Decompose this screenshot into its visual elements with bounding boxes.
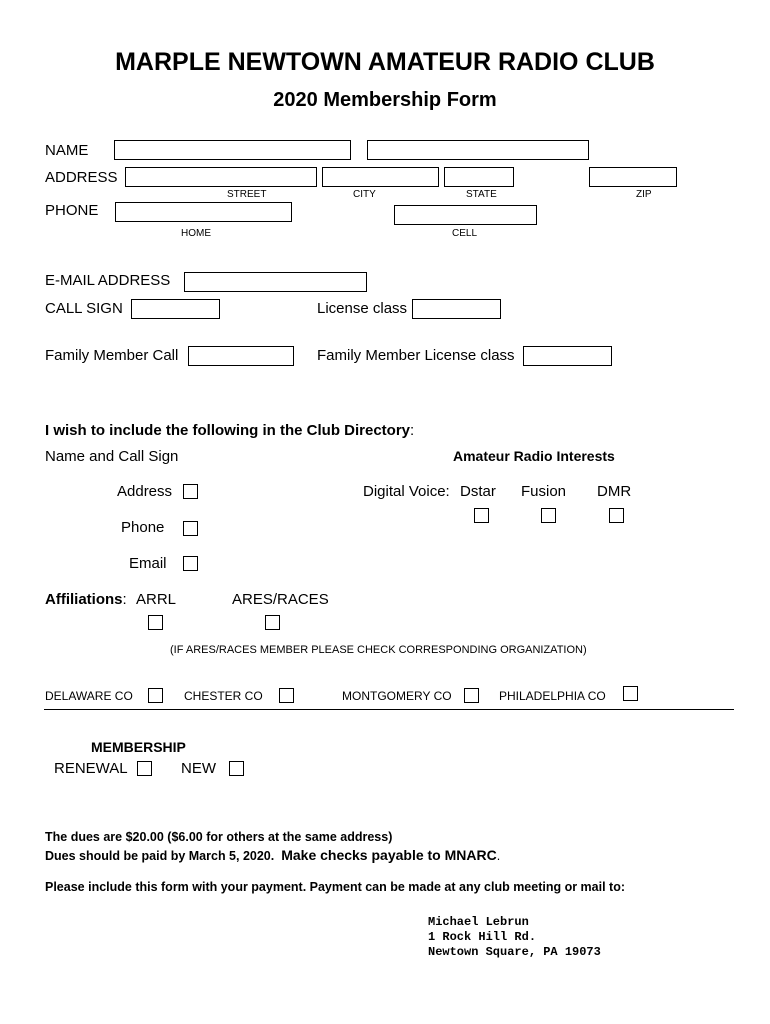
- zip-caption: ZIP: [636, 189, 652, 200]
- email-label: E-MAIL ADDRESS: [45, 272, 171, 289]
- ares-label: ARES/RACES: [232, 591, 329, 608]
- philadelphia-label: PHILADELPHIA CO: [499, 689, 606, 703]
- state-caption: STATE: [466, 189, 497, 200]
- delaware-checkbox[interactable]: [148, 688, 163, 703]
- montgomery-checkbox[interactable]: [464, 688, 479, 703]
- renewal-checkbox[interactable]: [137, 761, 152, 776]
- home-phone-field[interactable]: [115, 202, 292, 222]
- ares-checkbox[interactable]: [265, 615, 280, 630]
- dmr-label: DMR: [597, 483, 632, 500]
- street-caption: STREET: [227, 189, 267, 200]
- call-sign-label: CALL SIGN: [45, 300, 123, 317]
- family-call-label: Family Member Call: [45, 347, 179, 364]
- cell-caption: CELL: [452, 228, 478, 239]
- first-name-field[interactable]: [114, 140, 351, 160]
- mail-to-city: Newtown Square, PA 19073: [428, 945, 601, 959]
- ares-note: (IF ARES/RACES MEMBER PLEASE CHECK CORRESPONDING ORGANIZATION): [170, 644, 587, 656]
- city-caption: CITY: [353, 189, 376, 200]
- directory-email-checkbox[interactable]: [183, 556, 198, 571]
- montgomery-label: MONTGOMERY CO: [342, 689, 452, 703]
- address-label: ADDRESS: [45, 169, 118, 186]
- email-field[interactable]: [184, 272, 367, 292]
- zip-field[interactable]: [589, 167, 677, 187]
- name-call-sign-text: Name and Call Sign: [45, 448, 179, 465]
- directory-heading: I wish to include the following in the Club Directory:: [45, 422, 415, 439]
- call-sign-field[interactable]: [131, 299, 220, 319]
- delaware-label: DELAWARE CO: [45, 689, 133, 703]
- family-license-label: Family Member License class: [317, 347, 515, 364]
- family-call-field[interactable]: [188, 346, 294, 366]
- street-field[interactable]: [125, 167, 317, 187]
- dues-line-3: Please include this form with your payment. Payment can be made at any club meeting or mail to:: [45, 880, 626, 894]
- mail-to-address: [428, 915, 601, 960]
- name-label: NAME: [45, 142, 89, 159]
- membership-heading: MEMBERSHIP: [91, 739, 186, 755]
- philadelphia-checkbox[interactable]: [623, 686, 638, 701]
- arrl-label: ARRL: [136, 591, 177, 608]
- family-license-field[interactable]: [523, 346, 612, 366]
- dues-line-2: Dues should be paid by March 5, 2020. Make checks payable to MNARC.: [45, 847, 501, 863]
- arrl-checkbox[interactable]: [148, 615, 163, 630]
- digital-voice-label: Digital Voice:: [363, 483, 450, 500]
- mail-to-street: 1 Rock Hill Rd.: [428, 930, 537, 944]
- fusion-label: Fusion: [521, 483, 567, 500]
- dues-line-1: The dues are $20.00 ($6.00 for others at the same address): [45, 830, 393, 844]
- chester-label: CHESTER CO: [184, 689, 263, 703]
- form-subtitle: 2020 Membership Form: [273, 89, 497, 111]
- directory-address-checkbox[interactable]: [183, 484, 198, 499]
- home-caption: HOME: [181, 228, 211, 239]
- interests-heading: Amateur Radio Interests: [453, 448, 615, 464]
- directory-phone-label: Phone: [121, 519, 165, 536]
- directory-email-label: Email: [129, 555, 167, 572]
- affiliations-label: Affiliations:: [45, 591, 127, 608]
- license-class-field[interactable]: [412, 299, 501, 319]
- form-title: MARPLE NEWTOWN AMATEUR RADIO CLUB: [115, 48, 655, 76]
- mail-to-name: Michael Lebrun: [428, 915, 529, 929]
- new-checkbox[interactable]: [229, 761, 244, 776]
- chester-checkbox[interactable]: [279, 688, 294, 703]
- cell-phone-field[interactable]: [394, 205, 537, 225]
- renewal-label: RENEWAL: [54, 760, 128, 777]
- new-label: NEW: [181, 760, 216, 777]
- divider-line: [44, 709, 734, 710]
- fusion-checkbox[interactable]: [541, 508, 556, 523]
- city-field[interactable]: [322, 167, 439, 187]
- dstar-checkbox[interactable]: [474, 508, 489, 523]
- last-name-field[interactable]: [367, 140, 589, 160]
- state-field[interactable]: [444, 167, 514, 187]
- dmr-checkbox[interactable]: [609, 508, 624, 523]
- license-class-label: License class: [317, 300, 408, 317]
- dstar-label: Dstar: [460, 483, 496, 500]
- directory-phone-checkbox[interactable]: [183, 521, 198, 536]
- phone-label: PHONE: [45, 202, 99, 219]
- directory-address-label: Address: [117, 483, 173, 500]
